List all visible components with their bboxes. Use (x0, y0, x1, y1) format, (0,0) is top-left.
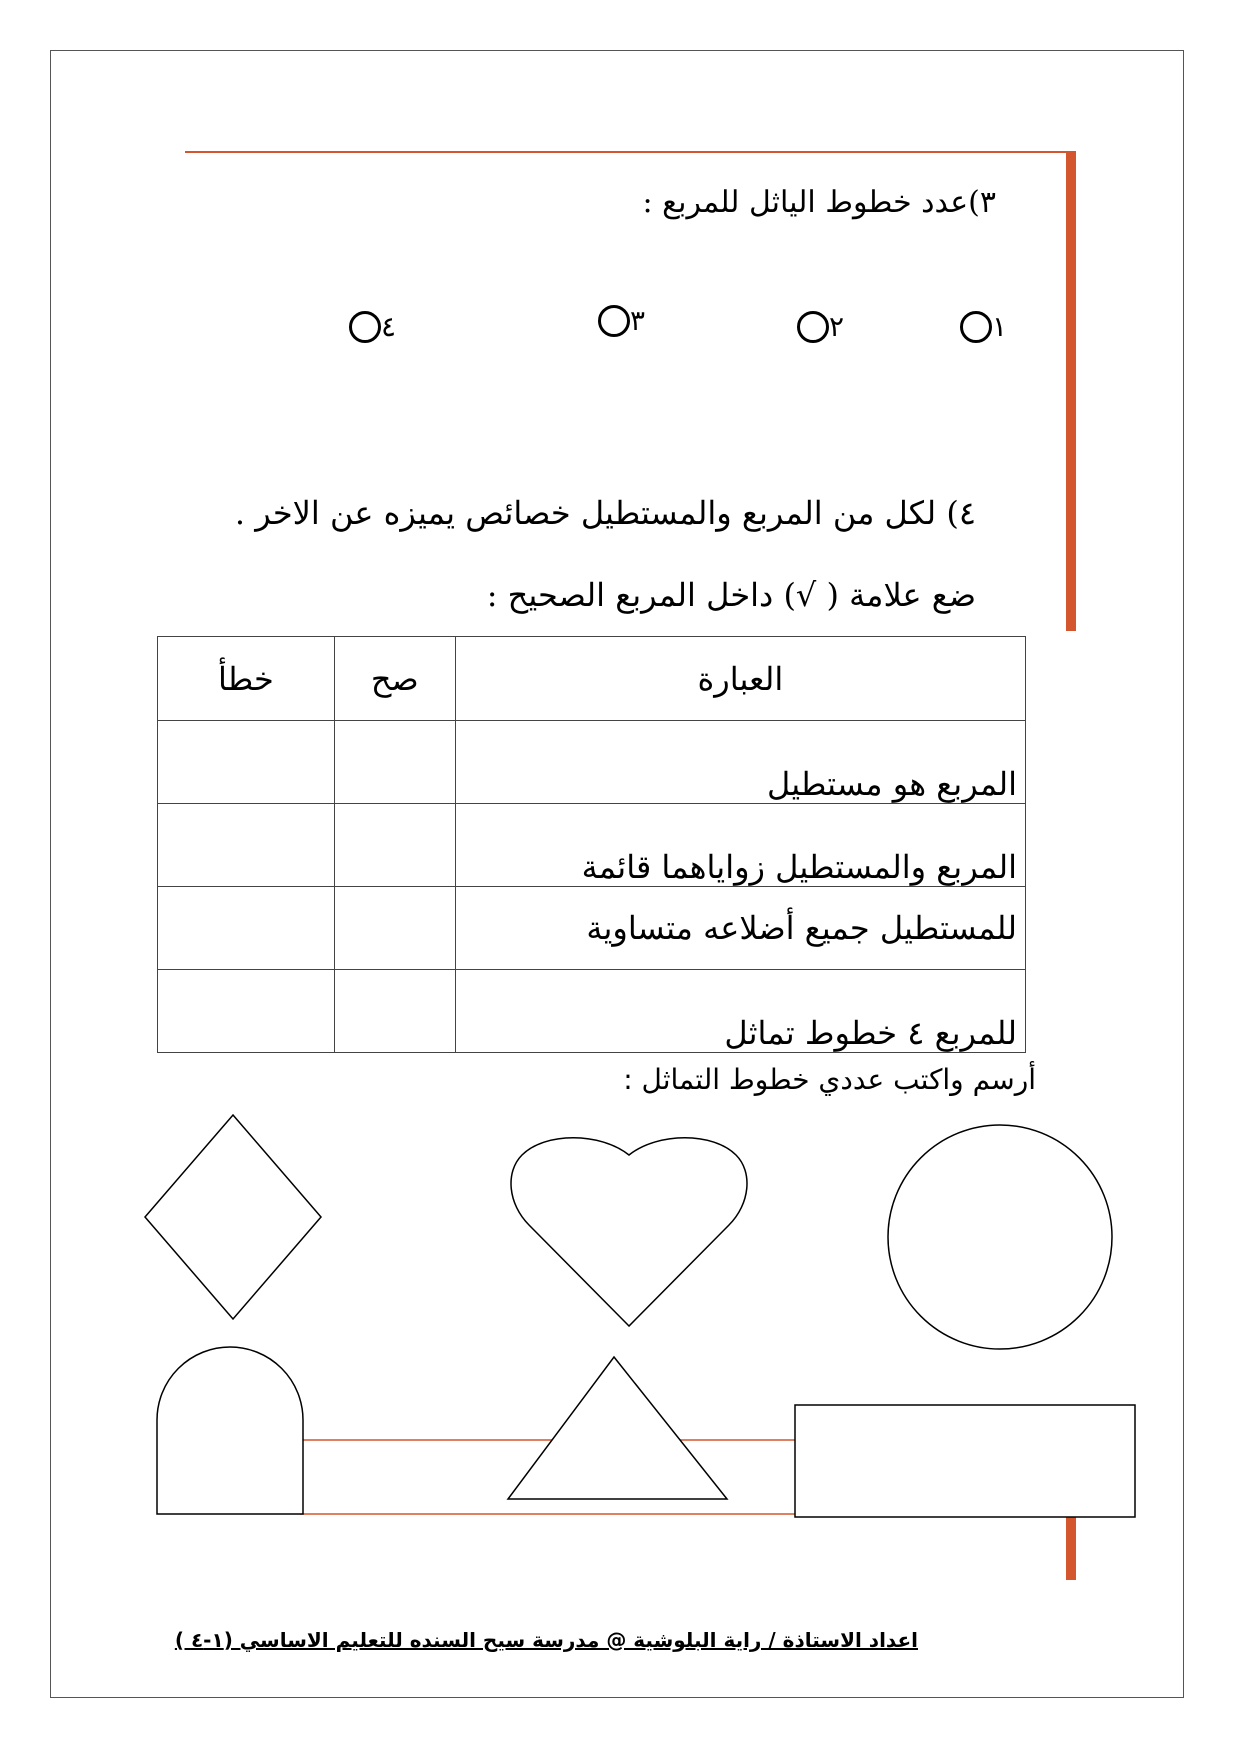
option-label: ٣ (630, 304, 646, 337)
option-3[interactable] (596, 304, 645, 337)
shapes-area (0, 1100, 1241, 1540)
true-answer-cell[interactable] (334, 887, 455, 970)
radio-circle-icon[interactable] (598, 305, 630, 337)
question-3-text: ٣)عدد خطوط الياثل للمربع : (642, 185, 996, 220)
false-answer-cell[interactable] (158, 721, 335, 804)
option-1[interactable] (958, 310, 1007, 343)
triangle-shape[interactable] (508, 1357, 727, 1499)
side-accent-bar-top (1066, 151, 1076, 631)
statement-cell: للمربع ٤ خطوط تماثل (455, 970, 1025, 1053)
table-header-row (158, 637, 1026, 721)
circle-shape[interactable] (888, 1125, 1112, 1349)
option-label: ١ (992, 310, 1008, 343)
table-row (158, 970, 1026, 1053)
radio-circle-icon[interactable] (960, 311, 992, 343)
header-false: خطأ (158, 637, 335, 721)
true-answer-cell[interactable] (334, 804, 455, 887)
false-answer-cell[interactable] (158, 804, 335, 887)
table-row (158, 887, 1026, 970)
footer-credit: اعداد الاستاذة / راية البلوشية @ مدرسة سيح السنده للتعليم الاساسي (١-٤ ) (174, 1628, 918, 1652)
true-false-table (157, 636, 1026, 1053)
false-answer-cell[interactable] (158, 887, 335, 970)
drawing-task-title: أرسم واكتب عددي خطوط التماثل : (623, 1063, 1036, 1096)
header-true: صح (334, 637, 455, 721)
question-3-options (0, 304, 1241, 380)
option-label: ٢ (829, 310, 845, 343)
statement-cell: المربع هو مستطيل (455, 721, 1025, 804)
radio-circle-icon[interactable] (349, 311, 381, 343)
radio-circle-icon[interactable] (797, 311, 829, 343)
statement-cell: المربع والمستطيل زواياهما قائمة (455, 804, 1025, 887)
table-row (158, 721, 1026, 804)
rectangle-shape[interactable] (795, 1405, 1135, 1517)
diamond-shape[interactable] (145, 1115, 321, 1319)
question-4-text: ٤) لكل من المربع والمستطيل خصائص يميزه عن الاخر . (234, 494, 976, 532)
statement-cell: للمستطيل جميع أضلاعه متساوية (455, 887, 1025, 970)
arch-shape[interactable] (157, 1347, 303, 1514)
option-label: ٤ (381, 310, 397, 343)
question-4-instruction: ضع علامة ( √) داخل المربع الصحيح : (486, 576, 976, 614)
top-divider-line (185, 151, 1075, 153)
option-2[interactable] (795, 310, 844, 343)
table-row (158, 804, 1026, 887)
false-answer-cell[interactable] (158, 970, 335, 1053)
heart-shape[interactable] (511, 1138, 747, 1326)
true-answer-cell[interactable] (334, 721, 455, 804)
true-answer-cell[interactable] (334, 970, 455, 1053)
option-4[interactable] (347, 310, 396, 343)
header-statement: العبارة (455, 637, 1025, 721)
